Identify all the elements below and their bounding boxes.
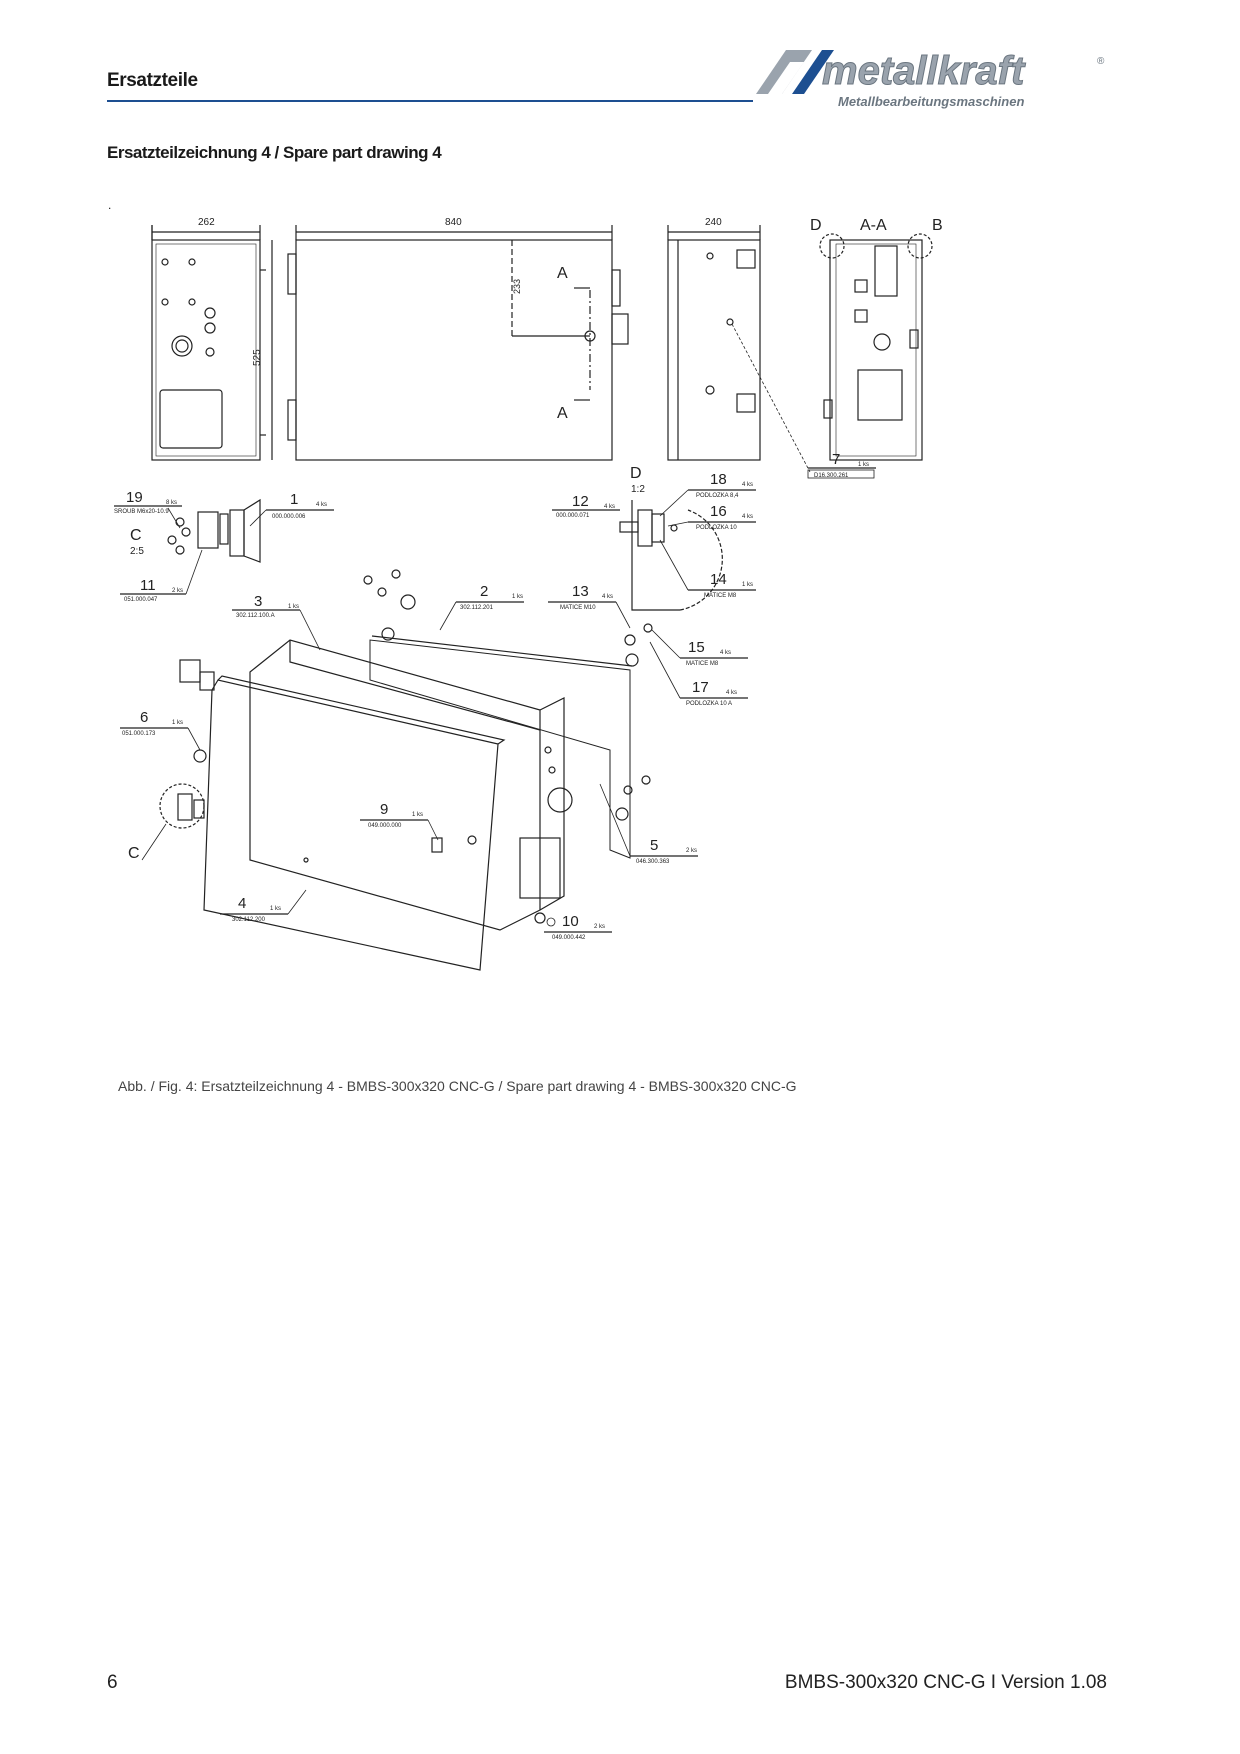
drawing-text: 7 [832,451,841,468]
drawing-text: 051.000.047 [124,597,158,603]
drawing-text: 1 ks [412,812,424,818]
part-label-5 [630,837,698,865]
drawing-text: 17 [692,679,709,696]
drawing-text: 1 [290,491,299,508]
drawing-text: 8 ks [166,500,178,506]
side-view [252,217,628,460]
part-label-13 [548,583,616,611]
detail-scale-c: 2:5 [130,546,144,557]
dim-side-height: 525 [252,349,263,366]
part-label-4 [220,895,288,923]
metallkraft-logo [752,44,1112,110]
section-label-a-bottom: A [557,405,568,422]
drawing-text: MATICE M10 [560,605,596,611]
drawing-text: 2 [480,583,489,600]
drawing-text: 2 ks [172,588,184,594]
drawing-text: 16 [710,503,727,520]
detail-label-d: D [630,465,642,482]
part-label-10 [544,913,612,941]
section-aa-view [810,217,943,460]
drawing-text: 5 [650,837,659,854]
drawing-text: 046.300.363 [636,859,670,865]
part-label-12 [552,493,620,519]
drawing-text: PODLOZKA 8,4 [696,493,739,499]
part-label-6 [120,709,188,737]
drawing-text: 19 [126,489,143,506]
drawing-text: 1 ks [858,462,870,468]
drawing-text: 4 ks [316,502,328,508]
drawing-text: PODLOZKA 10 [696,525,737,531]
drawing-text: 2 ks [686,848,698,854]
drawing-text: 4 [238,895,247,912]
drawing-text: D16.300.261 [814,473,849,479]
part-label-16 [680,639,748,667]
document-version: BMBS-300x320 CNC-G I Version 1.08 [784,1672,1107,1693]
front-view [152,217,266,460]
stray-dot: . [108,198,112,212]
logo-tagline: Metallbearbeitungsmaschinen [838,94,1025,109]
section-label-a-top: A [557,265,568,282]
drawing-text: MATICE M8 [704,593,737,599]
drawing-text: 1 ks [742,582,754,588]
dim-rear-width: 240 [705,217,722,228]
drawing-text: C [128,845,140,862]
drawing-text: 13 [572,583,589,600]
part-label-14 [688,571,756,599]
detail-label-c: C [130,527,142,544]
drawing-text: 18 [710,471,727,488]
drawing-text: 051.000.173 [122,731,156,737]
part-label-15 [688,503,756,531]
part-label-2 [456,583,524,611]
drawing-text: 2 ks [594,924,606,930]
logo-registered-mark: ® [1097,56,1105,67]
drawing-text: PODLOZKA 10 A [686,701,733,707]
detail-c [114,489,334,603]
spare-part-drawing [114,210,1080,1058]
detail-scale-d: 1:2 [631,484,645,495]
drawing-text: 1 ks [172,720,184,726]
exploded-assembly [160,570,652,970]
part-label-3 [232,593,300,619]
part-label-c-bottom [128,824,166,862]
part-label-18 [688,471,756,499]
section-label-b: B [932,217,943,234]
drawing-text: 1 ks [512,594,524,600]
drawing-text: 11 [140,577,156,594]
drawing-text: 4 ks [602,594,614,600]
section-label-d: D [810,217,822,234]
drawing-text: 1 ks [270,906,282,912]
part-label-11 [120,577,186,603]
drawing-text: 6 [140,709,149,726]
part-label-9 [360,801,428,829]
drawing-text: 4 ks [726,690,738,696]
figure-caption: Abb. / Fig. 4: Ersatzteilzeichnung 4 - BMBS-300x320 CNC-G / Spare part drawing 4 - BMBS-300x320 CNC-G [118,1078,797,1094]
section-label-aa: A-A [860,217,887,234]
dim-side-width: 840 [445,217,462,228]
drawing-text: 049.000.000 [368,823,402,829]
part-label-19 [114,489,182,515]
drawing-text: MATICE M8 [686,661,719,667]
header-rule [107,100,753,102]
rear-view [668,217,760,460]
drawing-text: 302.112.201 [460,605,493,611]
drawing-section-title: Ersatzteilzeichnung 4 / Spare part drawing 4 [107,143,442,162]
part-label-17 [680,679,748,707]
drawing-text: 302.112.200 [232,917,265,923]
drawing-text: 3 [254,593,263,610]
drawing-text: 000.000.006 [272,514,306,520]
drawing-text: 000.000.071 [556,513,590,519]
page-header-title: Ersatzteile [107,70,198,91]
dim-section-height: 233 [512,278,522,294]
page-number: 6 [107,1672,118,1693]
dim-front-width: 262 [198,217,215,228]
drawing-text: 4 ks [720,650,732,656]
drawing-text: 049.000.442 [552,935,586,941]
drawing-text: 1 ks [288,604,300,610]
drawing-text: SROUB M6x20-10.9 [114,509,169,515]
part-label-1 [266,491,334,520]
drawing-text: 302.112.100.A [236,613,275,619]
logo-wordmark: metallkraft [822,49,1025,93]
drawing-text: 12 [572,493,589,510]
drawing-text: 4 ks [742,514,754,520]
drawing-text: 9 [380,801,389,818]
drawing-text: 4 ks [604,504,616,510]
drawing-text: 14 [710,571,727,588]
drawing-text: 10 [562,913,579,930]
drawing-text: 4 ks [742,482,754,488]
drawing-text: 15 [688,639,705,656]
part-label-7 [808,451,876,479]
